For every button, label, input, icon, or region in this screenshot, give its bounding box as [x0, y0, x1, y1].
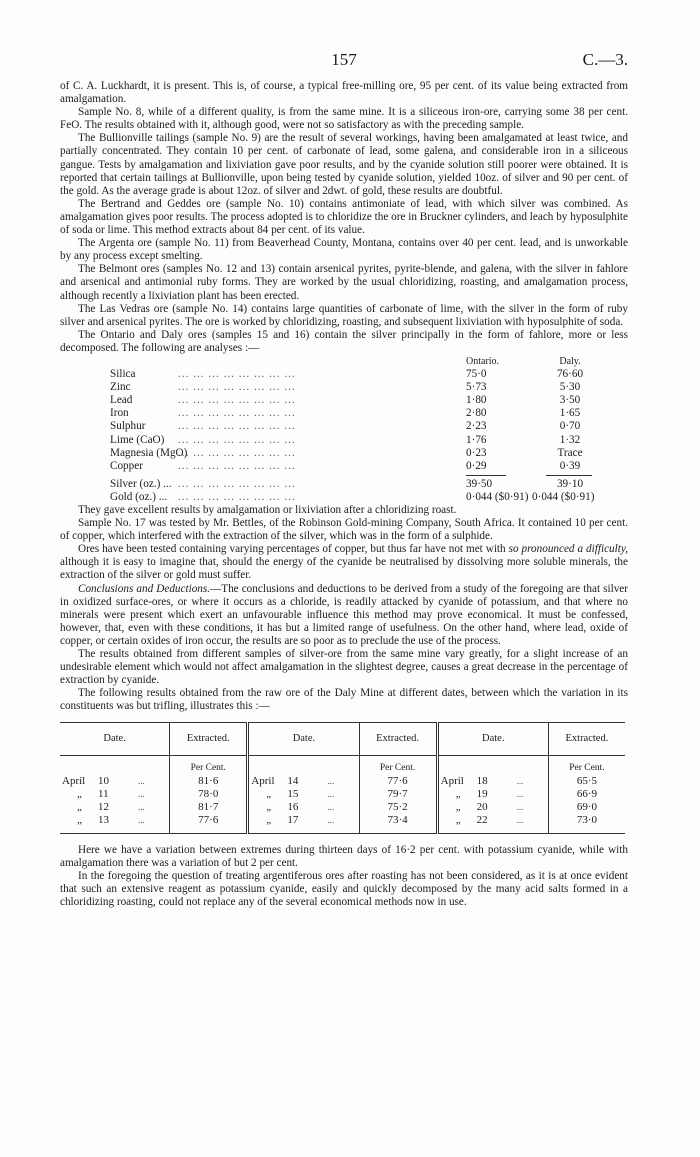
page-number: 157: [331, 50, 357, 69]
analysis-row: [60, 434, 628, 447]
day-value: 10: [98, 774, 109, 787]
dot-leader: ...: [138, 801, 145, 812]
analysis-metal-name: Gold (oz.) ...: [110, 490, 168, 503]
paragraph-copper: [60, 543, 628, 582]
ditto-mark: „: [76, 800, 84, 813]
paragraph-luckhardt: of C. A. Luckhardt, it is present. This is, of course, a typical free-milling ore, 95 per cent. of its value being extracted from amalgamation.: [60, 80, 628, 106]
header-date-2: Date.: [248, 722, 359, 755]
extracted-value: 73·0: [548, 814, 625, 834]
day-value: 19: [476, 787, 488, 800]
unit-label: Per Cent.: [548, 755, 625, 775]
analysis-header: [60, 355, 628, 368]
conclusions-heading: Conclusions and Deductions.: [78, 582, 211, 595]
date-cell: [437, 814, 548, 834]
analysis-element-name: Iron: [110, 407, 129, 420]
ontario-value: 0·044 ($0·91): [466, 490, 529, 503]
daly-value: 76·60: [556, 368, 584, 381]
document-code: C.—3.: [582, 50, 628, 69]
dot-leader: ...: [327, 775, 335, 786]
analysis-metal-rows: [60, 478, 628, 504]
extracted-value: 69·0: [548, 801, 625, 814]
daly-value: 0·70: [559, 420, 581, 433]
paragraph-sample-8: Sample No. 8, while of a different quality, is from the same mine. It is a siliceous iron-ore, carrying some 38 per cent. FeO. The results obtained with it, although good, were not so satisfactory as with the preceding sample.: [60, 106, 628, 132]
day-value: 12: [98, 800, 109, 813]
analysis-col-daly: Daly.: [559, 355, 581, 367]
dot-leader: ... ... ... ... ... ... ... ...: [178, 446, 296, 459]
date-cell: [437, 775, 548, 788]
day-value: 20: [476, 800, 488, 813]
analysis-metal-row: [60, 491, 628, 504]
paragraph-variation: The results obtained from different samples of silver-ore from the same mine vary greatly, for a slight increase of an undesirable element which would not affect amalgamation in the slightest degree, causes a great decrease in the percentage of extraction by cyanide.: [60, 648, 628, 687]
dot-leader: ...: [138, 814, 145, 825]
date-cell: [248, 788, 359, 801]
ontario-value: 2·23: [466, 420, 487, 433]
ditto-mark: „: [266, 800, 273, 813]
ditto-mark: „: [266, 787, 273, 800]
paragraph-roasting: In the foregoing the question of treating argentiferous ores after roasting has not been considered, as it is at once evident that such an extensive reagent as potassium cyanide, easily and quickly decomposed by the many acid salts formed in a chloridizing roasting, could not replace any of the several economical methods now in use.: [60, 869, 628, 908]
daly-value: 0·39: [559, 459, 581, 472]
header-extracted-1: Extracted.: [170, 722, 248, 755]
extracted-value: 77·6: [359, 775, 437, 788]
paragraph-las-vedras: The Las Vedras ore (sample No. 14) contains large quantities of carbonate of lime, with the silver in the form of ruby silver and arsenical pyrites. The ore is worked by chloridizing, roasting, and subsequent lixiviation with hyposulphite of soda.: [60, 302, 628, 328]
header-date-1: Date.: [60, 722, 170, 755]
analysis-row: [60, 368, 628, 381]
daly-table-body: [60, 755, 625, 833]
date-cell: [248, 775, 359, 788]
paragraph-argenta: The Argenta ore (sample No. 11) from Beaverhead County, Montana, contains over 40 per cent. lead, and is unworkable by any process except smelting.: [60, 237, 628, 263]
date-cell: [437, 801, 548, 814]
dot-leader: ...: [327, 788, 335, 799]
analysis-row: [60, 420, 628, 433]
extracted-value: 81·7: [170, 801, 248, 814]
dot-leader: ... ... ... ... ... ... ... ...: [178, 420, 296, 433]
analysis-metal-name: Silver (oz.) ...: [110, 477, 172, 490]
extracted-value: 66·9: [548, 788, 625, 801]
dot-leader: ... ... ... ... ... ... ... ...: [178, 394, 296, 407]
analysis-row: [60, 394, 628, 407]
analysis-row: [60, 460, 628, 473]
page-header: [60, 50, 628, 80]
paragraph-ontario-daly: The Ontario and Daly ores (samples 15 and 16) contain the silver principally in the form of fahlore, more or less decomposed. The following are analyses :—: [60, 328, 628, 354]
analysis-row: [60, 447, 628, 460]
date-cell: [60, 801, 170, 814]
date-cell: [60, 814, 170, 834]
analysis-element-name: Sulphur: [110, 420, 146, 433]
dot-leader: ...: [516, 788, 524, 799]
ontario-value: 5·73: [466, 381, 487, 394]
analysis-element-name: Lime (CaO): [110, 433, 165, 446]
dot-leader: ...: [138, 788, 145, 799]
day-value: 16: [287, 800, 299, 813]
dot-leader: ... ... ... ... ... ... ... ...: [178, 407, 296, 420]
date-cell: [60, 788, 170, 801]
dot-leader: ... ... ... ... ... ... ... ...: [178, 433, 296, 446]
dot-leader: ...: [516, 814, 524, 825]
day-value: 13: [98, 813, 109, 826]
analysis-element-name: Zinc: [110, 381, 131, 394]
date-cell: [248, 814, 359, 834]
ontario-value: 0·23: [466, 446, 487, 459]
extracted-value: 73·4: [359, 814, 437, 834]
header-extracted-3: Extracted.: [548, 722, 625, 755]
daly-value: Trace: [557, 446, 583, 459]
daly-value: 1·65: [559, 407, 581, 420]
analysis-element-name: Magnesia (MgO): [110, 446, 188, 459]
unit-label: Per Cent.: [170, 755, 248, 775]
month-label: April: [440, 774, 464, 787]
day-value: 11: [98, 787, 109, 800]
analysis-rows: [60, 368, 628, 473]
paragraph-sample-17: Sample No. 17 was tested by Mr. Bettles, of the Robinson Gold-mining Company, South Africa. It contained 10 per cent. of copper, which interfered with the extraction of the silver, which was in the form of a sulphide.: [60, 517, 628, 543]
daly-table-header: [60, 722, 625, 755]
unit-label: Per Cent.: [359, 755, 437, 775]
daly-value: 5·30: [559, 381, 581, 394]
ditto-mark: „: [455, 800, 462, 813]
table-row: [60, 801, 625, 814]
daly-value: 1·32: [559, 433, 581, 446]
day-value: 15: [287, 787, 299, 800]
analysis-metal-row: [60, 478, 628, 491]
day-value: 18: [476, 774, 488, 787]
unit-row: [60, 755, 625, 775]
date-cell: [248, 801, 359, 814]
paragraph-daly-intro: The following results obtained from the raw ore of the Daly Mine at different dates, between which the variation in its constituents was but trifling, illustrates this :—: [60, 687, 628, 713]
ontario-value: 39·50: [466, 477, 493, 490]
ditto-mark: „: [455, 813, 462, 826]
date-cell: [60, 775, 170, 788]
paragraph-belmont: The Belmont ores (samples No. 12 and 13) contain arsenical pyrites, pyrite-blende, and galena, with the silver in fahlore and arsenical and antimonial ruby forms. They are worked by the usual chloridizing, roasting, and amalgamation process, although recently a lixiviation plant has been erected.: [60, 263, 628, 302]
dot-leader: ... ... ... ... ... ... ... ...: [178, 459, 296, 472]
table-row: [60, 814, 625, 834]
header-extracted-2: Extracted.: [359, 722, 437, 755]
paragraph-variation-summary: Here we have a variation between extremes during thirteen days of 16·2 per cent. with potassium cyanide, while with amalgamation there was a variation of but 2 per cent.: [60, 843, 628, 869]
paragraph-results: They gave excellent results by amalgamation or lixiviation after a chloridizing roast.: [78, 504, 457, 516]
month-label: April: [251, 774, 275, 787]
dot-leader: ... ... ... ... ... ... ... ...: [178, 368, 296, 381]
paragraph-conclusions: [60, 583, 628, 648]
day-value: 14: [287, 774, 299, 787]
date-cell: [437, 788, 548, 801]
ontario-value: 0·29: [466, 459, 487, 472]
ontario-value: 75·0: [466, 368, 487, 381]
day-value: 17: [287, 813, 299, 826]
extracted-value: 77·6: [170, 814, 248, 834]
paragraph-bertrand-geddes: The Bertrand and Geddes ore (sample No. 10) contains antimoniate of lead, with which silver was combined. As amalgamation gives poor results. The process adopted is to chloridize the ore in Bruckner cylinders, and leach by hyposulphite of soda or lime. This method extracts about 84 per cent. of its value.: [60, 197, 628, 237]
analysis-row: [60, 407, 628, 420]
dot-leader: ...: [327, 814, 335, 825]
copper-text-a: Ores have been tested containing varying percentages of copper, but thus far have not met with: [78, 543, 509, 556]
header-date-3: Date.: [437, 722, 548, 755]
daly-extraction-table: [60, 722, 625, 838]
table-row: [60, 775, 625, 788]
daly-value: 39·10: [556, 477, 584, 490]
copper-text-b: although it is easy to imagine that, should the energy of the cyanide be neutralised by dissolving more soluble minerals, the extraction of the silver or gold must suffer.: [60, 556, 628, 582]
day-value: 22: [476, 813, 488, 826]
ditto-mark: „: [76, 813, 84, 826]
ontario-value: 2·80: [466, 407, 487, 420]
dot-leader: ...: [327, 801, 335, 812]
analysis-col-ontario: Ontario.: [466, 355, 500, 367]
dot-leader: ... ... ... ... ... ... ... ...: [178, 381, 296, 394]
extracted-value: 79·7: [359, 788, 437, 801]
extracted-value: 65·5: [548, 775, 625, 788]
ditto-mark: „: [266, 813, 273, 826]
ontario-value: 1·80: [466, 394, 487, 407]
document-page: [60, 50, 628, 909]
ditto-mark: „: [455, 787, 462, 800]
conclusions-text: —The conclusions and deductions to be derived from a study of the foregoing are that silver in oxidized surface-ores, or where it occurs as a chloride, is readily attacked by cyanide of potassium, and that where no minerals were present which exert an unfavourable influence this method may prove economical. It must be confessed, however, that, even with these conditions, it has but a limited range of usefulness. On the other hand, where lead, oxide of copper, or certain oxides of iron occur, the results are so poor as to preclude the use of the process.: [60, 582, 628, 647]
table-row: [60, 788, 625, 801]
dot-leader: ... ... ... ... ... ... ... ...: [178, 477, 296, 490]
dot-leader: ... ... ... ... ... ... ... ...: [178, 490, 296, 503]
daly-value: 0·044 ($0·91): [532, 490, 595, 503]
ontario-value: 1·76: [466, 433, 487, 446]
extracted-value: 75·2: [359, 801, 437, 814]
analysis-element-name: Copper: [110, 459, 143, 472]
dot-leader: ...: [138, 775, 145, 786]
extracted-value: 81·6: [170, 775, 248, 788]
dot-leader: ...: [516, 801, 524, 812]
daly-value: 3·50: [559, 394, 581, 407]
copper-emphasis: so pronounced a difficulty,: [508, 543, 628, 556]
month-label: April: [62, 774, 86, 787]
paragraph-bullionville: The Bullionville tailings (sample No. 9) are the result of several workings, having been amalgamated at least twice, and partially concentrated. They contain 10 per cent. of carbonate of lead, some galena, and considerable iron in a siliceous gangue. Tests by amalgamation and lixiviation gave poor results, and by the cyanide solution still poorer were obtained. It is reported that certain tailings at Bullionville, upon being tested by cyanide solution, yielded 10oz. of silver and 90 per cent. of the gold. As the average grade is about 12oz. of silver and 2dwt. of gold, these results are doubtful.: [60, 132, 628, 197]
dot-leader: ...: [516, 775, 524, 786]
ditto-mark: „: [76, 787, 84, 800]
analysis-row: [60, 381, 628, 394]
analysis-table: [60, 355, 628, 504]
analysis-element-name: Lead: [110, 394, 133, 407]
analysis-element-name: Silica: [110, 368, 136, 381]
extracted-value: 78·0: [170, 788, 248, 801]
